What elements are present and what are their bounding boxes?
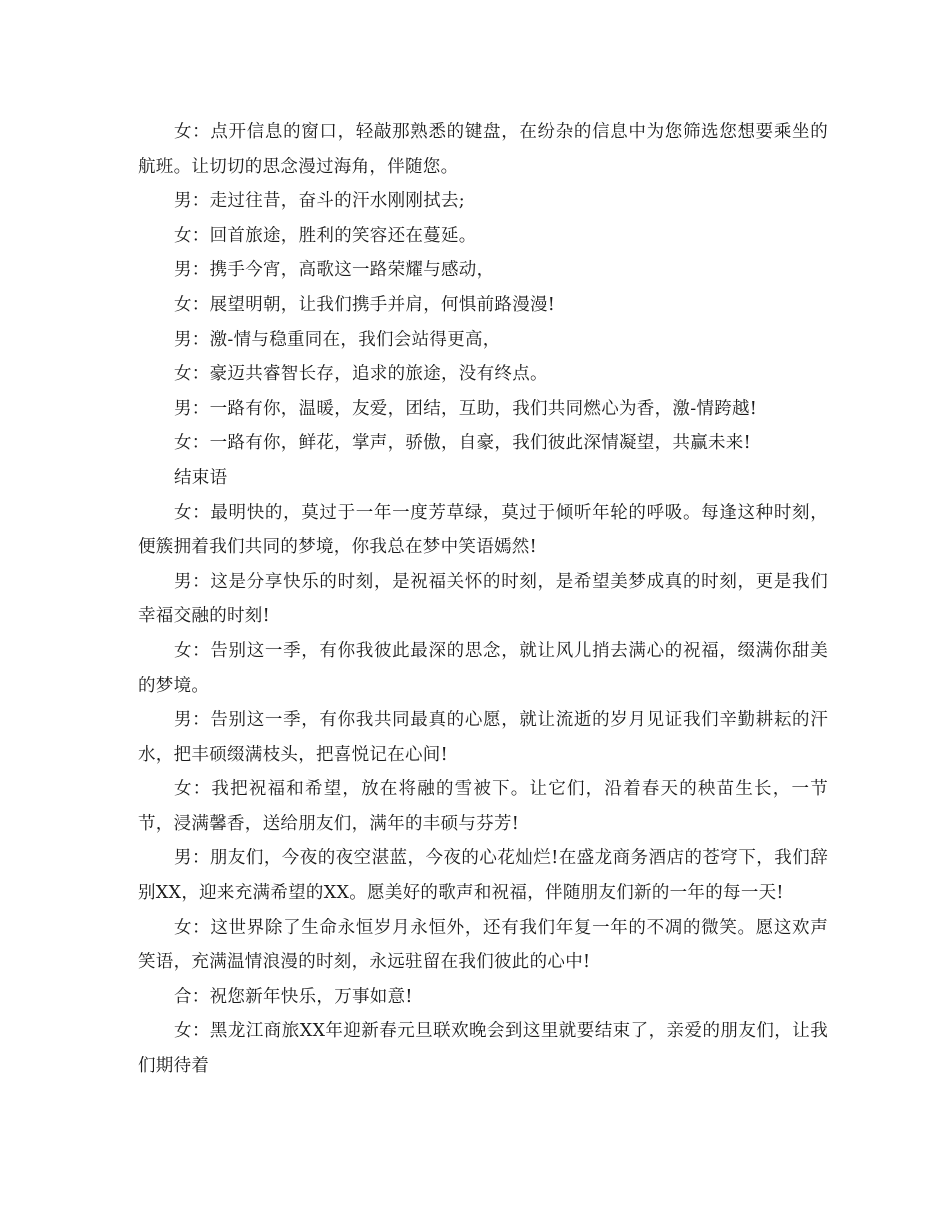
dialogue-paragraph: 男：激-情与稳重同在，我们会站得更高， — [174, 329, 501, 350]
dialogue-paragraph: 女：我把祝福和希望，放在将融的雪被下。让它们，沿着春天的秧苗生长，一节节，浸满馨香，送给朋友们，满年的丰硕与芬芳! — [138, 779, 828, 834]
dialogue-paragraph: 女：这世界除了生命永恒岁月永恒外，还有我们年复一年的不凋的微笑。愿这欢声笑语，充满温情浪漫的时刻，永远驻留在我们彼此的心中! — [138, 917, 828, 973]
dialogue-paragraph: 男：携手今宵，高歌这一路荣耀与感动， — [174, 260, 495, 281]
dialogue-paragraph: 女：展望明朝，让我们携手并肩，何惧前路漫漫! — [174, 294, 556, 315]
dialogue-paragraph: 男：告别这一季，有你我共同最真的心愿，就让流逝的岁月见证我们辛勤耕耘的汗水，把丰硕缀满枝头，把喜悦记在心间! — [138, 710, 828, 765]
dialogue-paragraph: 女：告别这一季，有你我彼此最深的思念，就让风儿捎去满心的祝福，缀满你甜美的梦境。 — [138, 640, 828, 696]
dialogue-paragraph: 女：点开信息的窗口，轻敲那熟悉的键盘，在纷杂的信息中为您筛选您想要乘坐的航班。让切切的思念漫过海角，伴随您。 — [138, 122, 828, 177]
section-heading: 结束语 — [174, 467, 228, 488]
dialogue-paragraph: 女：回首旅途，胜利的笑容还在蔓延。 — [174, 225, 477, 246]
dialogue-paragraph: 男：走过往昔，奋斗的汗水刚刚拭去; — [174, 191, 465, 212]
dialogue-paragraph: 女：豪迈共睿智长存，追求的旅途，没有终点。 — [174, 364, 548, 385]
dialogue-paragraph: 合：祝您新年快乐，万事如意! — [174, 986, 413, 1007]
dialogue-paragraph: 男：朋友们，今夜的夜空湛蓝，今夜的心花灿烂!在盛龙商务酒店的苍穹下，我们辞别XX，迎来充满希望的XX。愿美好的歌声和祝福，伴随朋友们新的一年的每一天! — [138, 848, 828, 904]
dialogue-paragraph: 男：一路有你，温暖，友爱，团结，互助，我们共同燃心为香，激-情跨越! — [174, 398, 758, 419]
dialogue-paragraph: 女：最明快的，莫过于一年一度芳草绿，莫过于倾听年轮的呼吸。每逢这种时刻，便簇拥着我们共同的梦境，你我总在梦中笑语嫣然! — [138, 502, 828, 558]
dialogue-paragraph: 女：黑龙江商旅XX年迎新春元旦联欢晚会到这里就要结束了，亲爱的朋友们，让我们期待着 — [138, 1021, 828, 1077]
dialogue-paragraph: 女：一路有你，鲜花，掌声，骄傲，自豪，我们彼此深情凝望，共赢未来! — [174, 433, 751, 454]
dialogue-paragraph: 男：这是分享快乐的时刻，是祝福关怀的时刻，是希望美梦成真的时刻，更是我们幸福交融的时刻! — [138, 571, 828, 627]
document-body — [138, 115, 828, 1084]
